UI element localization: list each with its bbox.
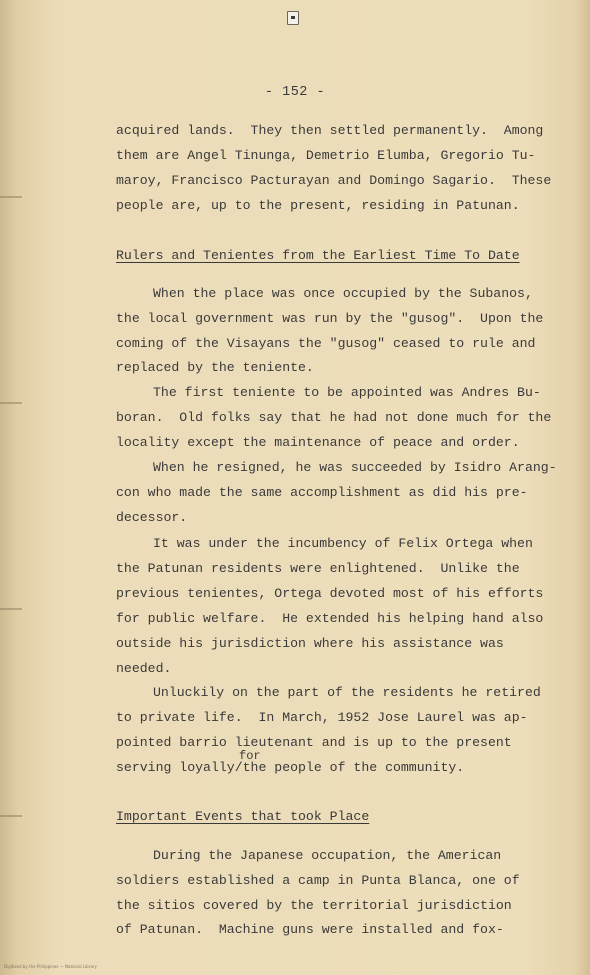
section-heading-events: Important Events that took Place: [116, 809, 370, 824]
text-line: The first teniente to be appointed was Andres Bu-: [153, 385, 541, 400]
text-line: con who made the same accomplishment as did his pre-: [116, 485, 528, 500]
scan-footer: Digitized by the Philippines — National Library: [4, 964, 97, 969]
text-line: the local government was run by the "gusog". Upon the: [116, 311, 544, 326]
text-line: coming of the Visayans the "gusog" ceased to rule and: [116, 336, 536, 351]
text-line: pointed barrio lieutenant and is up to the present: [116, 735, 512, 750]
text-line: previous tenientes, Ortega devoted most of his efforts: [116, 586, 544, 601]
binder-clip-icon: [287, 11, 299, 25]
text-line: the Patunan residents were enlightened. Unlike the: [116, 561, 520, 576]
text-line: to private life. In March, 1952 Jose Laurel was ap-: [116, 710, 528, 725]
text-line: boran. Old folks say that he had not done much for the: [116, 410, 552, 425]
text-line: soldiers established a camp in Punta Blanca, one of: [116, 873, 520, 888]
text-line: of Patunan. Machine guns were installed and fox-: [116, 922, 504, 937]
text-line: needed.: [116, 661, 172, 676]
edge-mark: [0, 608, 22, 610]
text-line: maroy, Francisco Pacturayan and Domingo Sagario. These: [116, 173, 552, 188]
text-line: outside his jurisdiction where his assistance was: [116, 636, 504, 651]
text-line: When he resigned, he was succeeded by Isidro Arang-: [153, 460, 557, 475]
text-line: acquired lands. They then settled permanently. Among: [116, 123, 544, 138]
text-line: locality except the maintenance of peace and order.: [116, 435, 520, 450]
text-line: serving loyally/the people of the community.: [116, 760, 465, 775]
text-line: for public welfare. He extended his helping hand also: [116, 611, 544, 626]
text-line: During the Japanese occupation, the American: [153, 848, 502, 863]
text-line: the sitios covered by the territorial jurisdiction: [116, 898, 512, 913]
text-line: replaced by the teniente.: [116, 360, 314, 375]
text-line: Unluckily on the part of the residents he retired: [153, 685, 541, 700]
text-line: people are, up to the present, residing in Patunan.: [116, 198, 520, 213]
text-line: When the place was once occupied by the Subanos,: [153, 286, 533, 301]
text-line: them are Angel Tinunga, Demetrio Elumba, Gregorio Tu-: [116, 148, 536, 163]
edge-mark: [0, 402, 22, 404]
section-heading-rulers: Rulers and Tenientes from the Earliest Time To Date: [116, 248, 520, 263]
edge-mark: [0, 815, 22, 817]
handwritten-insert: for: [239, 749, 261, 763]
page-number: - 152 -: [264, 85, 326, 100]
edge-mark: [0, 196, 22, 198]
text-line: It was under the incumbency of Felix Ortega when: [153, 536, 533, 551]
text-line: decessor.: [116, 510, 188, 525]
